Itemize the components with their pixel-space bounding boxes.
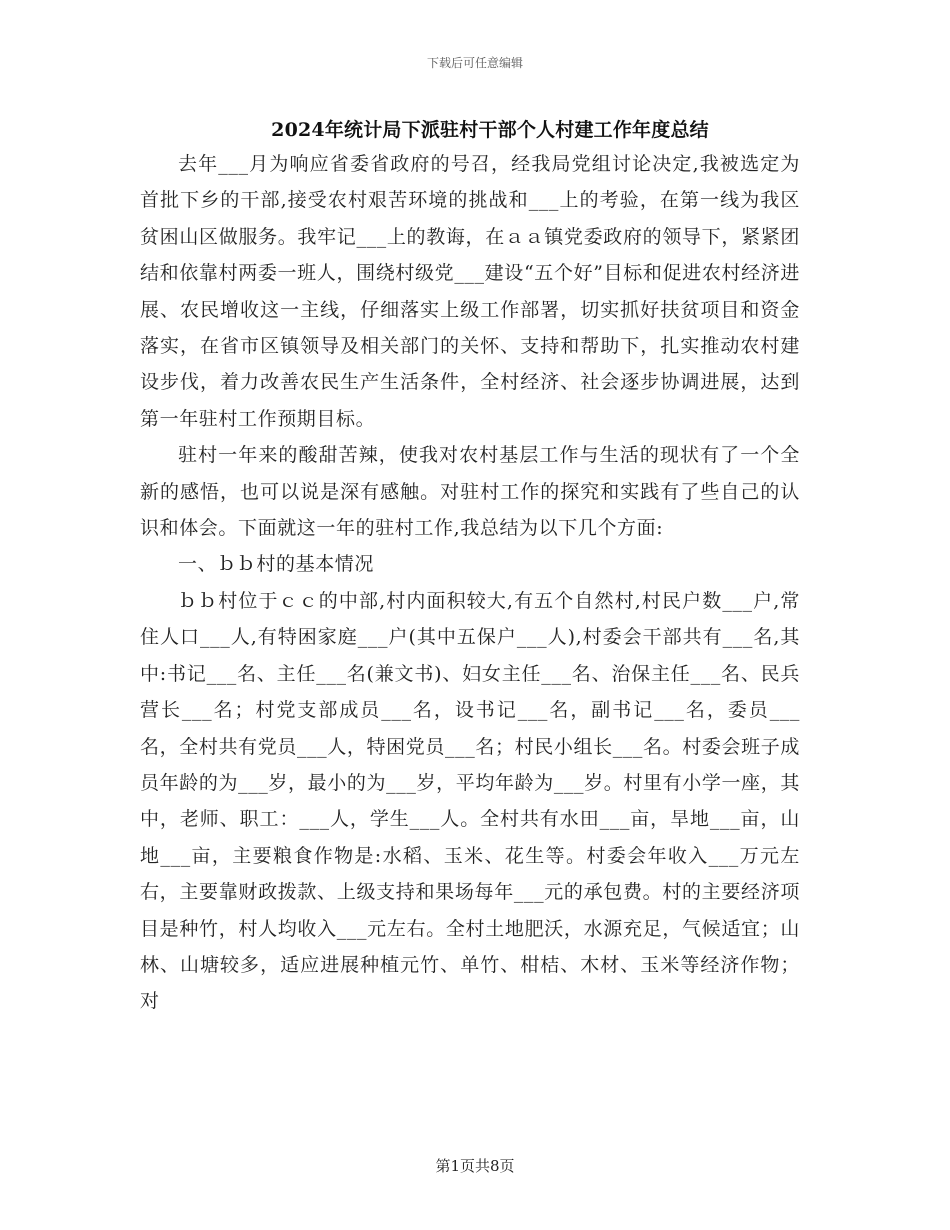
document-title: 2024年统计局下派驻村干部个人村建工作年度总结	[271, 119, 709, 141]
paragraph-reflection: 驻村一年来的酸甜苦辣，使我对农村基层工作与生活的现状有了一个全新的感悟，也可以说是深有感触。对驻村工作的探究和实践有了些自己的认识和体会。下面就这一年的驻村工作,我总结为以下几个方面:	[140, 444, 800, 540]
page-number: 第1页共8页	[435, 1157, 515, 1175]
paragraph-village-basics: ｂｂ村位于ｃｃ的中部,村内面积较大,有五个自然村,村民户数___户,常住人口___人,有特困家庭___户(其中五保户___人),村委会干部共有___名,其中:书记___名、主任___名(兼文书)、妇女主任___名、治保主任___名、民兵营长___名；村党支部成员___名，设书记___名，副书记___名，委员___名，全村共有党员___人，特困党员___名；村民小组长___名。村委会班子成员年龄的为___岁，最小的为___岁，平均年龄为___岁。村里有小学一座，其中，老师、职工：___人，学生___人。全村共有水田___亩，旱地___亩，山地___亩，主要粮食作物是:水稻、玉米、花生等。村委会年收入___万元左右，主要靠财政拨款、上级支持和果场每年___元的承包费。村的主要经济项目是种竹，村人均收入___元左右。全村土地肥沃，水源充足，气候适宜；山林、山塘较多，适应进展种植元竹、单竹、柑桔、木材、玉米等经济作物；对	[140, 589, 800, 1013]
paragraph-intro: 去年___月为响应省委省政府的号召，经我局党组讨论决定,我被选定为首批下乡的干部,接受农村艰苦环境的挑战和___上的考验，在第一线为我区贫困山区做服务。我牢记___上的教诲，在ａａ镇党委政府的领导下，紧紧团结和依靠村两委一班人，围绕村级党___建设“五个好”目标和促进农村经济进展、农民增收这一主线，仔细落实上级工作部署，切实抓好扶贫项目和资金落实，在省市区镇领导及相关部门的关怀、支持和帮助下，扎实推动农村建设步伐，着力改善农民生产生活条件，全村经济、社会逐步协调进展，达到第一年驻村工作预期目标。	[140, 153, 800, 430]
page-header-note: 下载后可任意编辑	[426, 56, 523, 70]
section-heading-village-basics: 一、ｂｂ村的基本情况	[178, 553, 375, 576]
document-body	[140, 146, 800, 1020]
